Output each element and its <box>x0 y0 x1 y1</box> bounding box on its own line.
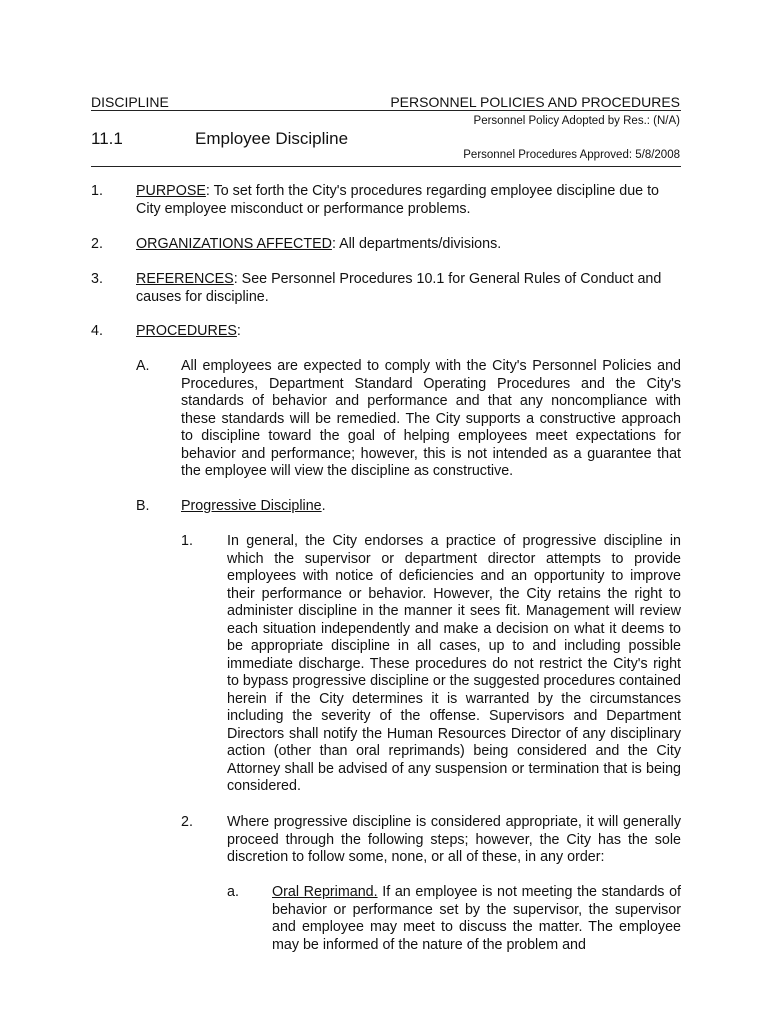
item-letter: B. <box>136 498 150 514</box>
oral-reprimand-text: If an employee is not meeting the standards of behavior or performance set by the supervisor, the supervisor and employee may meet to discuss the matter. The employee may be informed of the nature of the problem and <box>272 884 681 953</box>
procedures-heading <box>136 323 682 341</box>
section-title: Employee Discipline <box>195 129 349 148</box>
oral-reprimand-paragraph <box>272 884 681 954</box>
procedures-approved-line: Personnel Procedures Approved: 5/8/2008 <box>463 149 680 161</box>
policy-adopted-line: Personnel Policy Adopted by Res.: (N/A) <box>473 115 680 127</box>
organizations-text: : All departments/divisions. <box>331 236 502 252</box>
references-paragraph <box>136 271 682 306</box>
procedures-colon: : <box>236 323 241 339</box>
item-number: 2. <box>91 236 103 252</box>
organizations-paragraph <box>136 236 682 254</box>
progressive-discipline-para-1: In general, the City endorses a practice of progressive discipline in which the supervisor or department director attempts to provide employees with notice of deficiencies and an opportunity to improve their performance or behavior. However, the City retains the right to administer discipline in the manner it sees fit. Management will review each situation independently and make a decision on what it deems to be appropriate discipline in all cases, up to and including possible immediate discharge. These procedures do not restrict the City's right to bypass progressive discipline or the suggested procedures contained herein if the City determines it is warranted by the circumstances including the severity of the offense. Supervisors and Department Directors shall notify the Human Resources Director of any disciplinary action (other than oral reprimands) being considered and the City Attorney shall be advised of any suspension or termination that is being considered. <box>227 533 681 794</box>
references-text: : See Personnel Procedures 10.1 for General Rules of Conduct and causes for discipline. <box>136 271 662 305</box>
item-number: 1. <box>91 183 103 199</box>
progressive-discipline-label: Progressive Discipline <box>181 498 322 514</box>
item-letter: a. <box>227 884 239 900</box>
item-number: 4. <box>91 323 103 339</box>
header-divider <box>91 110 681 111</box>
purpose-text: : To set forth the City's procedures regarding employee discipline due to City employee misconduct or performance problems. <box>136 183 659 217</box>
title-divider <box>91 166 681 167</box>
item-number: 3. <box>91 271 103 287</box>
header-manual-title: PERSONNEL POLICIES AND PROCEDURES <box>390 94 680 110</box>
progressive-discipline-period: . <box>321 498 326 514</box>
procedures-label: PROCEDURES <box>136 323 237 339</box>
item-letter: A. <box>136 358 150 374</box>
oral-reprimand-label: Oral Reprimand. <box>272 884 378 900</box>
item-number: 2. <box>181 814 193 830</box>
header-category: DISCIPLINE <box>91 94 169 110</box>
references-label: REFERENCES <box>136 271 234 287</box>
progressive-discipline-para-2: Where progressive discipline is considered appropriate, it will generally proceed through the following steps; however, the City has the sole discretion to follow some, none, or all of these, in any order: <box>227 814 681 865</box>
purpose-label: PURPOSE <box>136 183 206 199</box>
purpose-paragraph <box>136 183 682 218</box>
organizations-label: ORGANIZATIONS AFFECTED <box>136 236 332 252</box>
progressive-discipline-heading <box>181 498 681 516</box>
section-number: 11.1 <box>91 129 123 148</box>
procedure-a-paragraph: All employees are expected to comply with the City's Personnel Policies and Procedures, Department Standard Operating Procedures and the City's standards of behavior and performance and that any noncompliance with these standards will be remedied. The City supports a constructive approach to discipline toward the goal of helping employees meet expectations for behavior and performance; however, this is not intended as a guarantee that the employee will view the discipline as constructive. <box>181 358 681 479</box>
item-number: 1. <box>181 533 193 549</box>
